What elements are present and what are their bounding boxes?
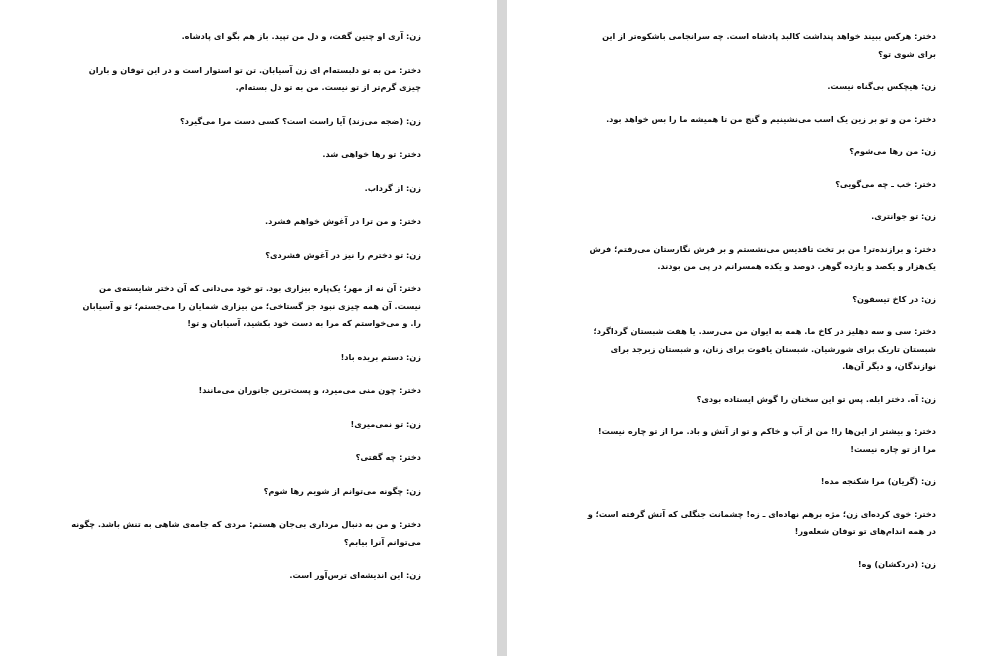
dialogue-line: زن: (گریان) مرا شکنجه مده! <box>820 476 936 486</box>
dialogue-line: دختر: تو رها خواهی شد. <box>322 149 421 159</box>
dialogue-line: دختر: و برازنده‌تر! من بر تخت تاقدیس می‌نشستم و بر فرش نگارستان می‌رفتم؛ فرش یک‌هزار و یکصد و یازده گوهر. دوصد و یکده همسرانم در پی من بودند. <box>589 243 936 271</box>
dialogue-line: زن: آه. دختر ابله. پس تو این سخنان را گوش ایستاده بودی؟ <box>696 393 936 404</box>
dialogue-line: دختر: چون منی می‌میرد، و پست‌ترین جانوران می‌مانند! <box>198 385 421 395</box>
dialogue-line: زن: تو نمی‌میری! <box>350 418 421 429</box>
dialogue-line: زن: آری او چنین گفت، و دل من تپید. باز هم بگو ای پادشاه. <box>181 31 421 41</box>
dialogue-line: زن: (ضجه می‌زند) آیا راست است؟ کسی دست مرا می‌گیرد؟ <box>180 115 421 126</box>
dialogue-line: زن: تو دخترم را نیز در آغوش فشردی؟ <box>265 249 421 260</box>
dialogue-line: دختر: و من به دنبال مرداری بی‌جان هستم: مردی که جامه‌ی شاهی به تنش باشد. چگونه می‌توانم آنرا بیابم؟ <box>71 519 421 547</box>
dialogue-line: زن: تو جوانتری. <box>871 211 936 221</box>
right-page <box>507 0 1006 656</box>
dialogue-line: دختر: من به تو دلبسته‌ام ای زن آسیابان. تن تو استوار است و در این توفان و باران چیزی گرم‌تر از تو نیست. من به تو دل بسته‌ام. <box>88 64 421 92</box>
dialogue-line: دختر: من و تو بر زین یک اسب می‌نشینیم و گنج من تا همیشه ما را بس خواهد بود. <box>606 113 936 124</box>
dialogue-line: دختر: آن نه از مهر؛ یک‌پاره بیزاری بود. تو خود می‌دانی که آن دختر شایسته‌ی من نیست. آن همه چیزی نبود جز گستاخی؛ من بیزاری شمایان را می‌جستم؛ تو و آسیابان را. و می‌خواستم که مرا به دست خود بکشید، آسیابان و تو! <box>82 283 421 328</box>
dialogue-line: زن: دستم بریده باد! <box>340 351 421 362</box>
dialogue-line: دختر: چه گفتی؟ <box>355 452 421 462</box>
dialogue-line: دختر: هرکس ببیند خواهد پنداشت کالبد پادشاه است. چه سرانجامی باشکوه‌تر از این برای شوی تو؟ <box>602 31 936 59</box>
dialogue-line: زن: از گرداب. <box>364 182 421 193</box>
dialogue-line: دختر: و من ترا در آغوش خواهم فشرد. <box>264 216 421 226</box>
dialogue-line: زن: در کاخ تیسفون؟ <box>852 293 936 304</box>
page-gutter <box>497 0 507 656</box>
dialogue-line: دختر: خوی کرده‌ای زن؛ مژه برهم نهاده‌ای ـ زه! چشمانت جنگلی که آتش گرفته است؛ و در همه اندام‌های تو توفان شعله‌ور! <box>587 508 936 536</box>
dialogue-line: دختر: خب ـ چه می‌گویی؟ <box>835 178 936 189</box>
left-page <box>0 0 497 656</box>
dialogue-line: زن: این اندیشه‌ای ترس‌آور است. <box>289 570 421 580</box>
dialogue-line: زن: (دردکشان) وه! <box>857 558 936 569</box>
dialogue-line: زن: هیچکس بی‌گناه نیست. <box>827 81 936 91</box>
dialogue-line: دختر: سی و سه دهلیز در کاخ ما. همه به ایوان من می‌رسد. یا هفت شبستان گرداگرد؛ شبستان تاریک برای شورشیان. شبستان یاقوت برای زنان، و شبستان زبرجد برای نوازندگان، و دیگر آن‌ها. <box>593 326 936 371</box>
dialogue-line: زن: من رها می‌شوم؟ <box>849 146 936 156</box>
dialogue-line: زن: چگونه می‌توانم از شویم رها شوم؟ <box>263 485 421 496</box>
dialogue-line: دختر: و بیشتر از این‌ها را! من از آب و خاکم و تو از آتش و باد. مرا از تو چاره نیست! مرا از تو چاره نیست! <box>597 426 936 454</box>
